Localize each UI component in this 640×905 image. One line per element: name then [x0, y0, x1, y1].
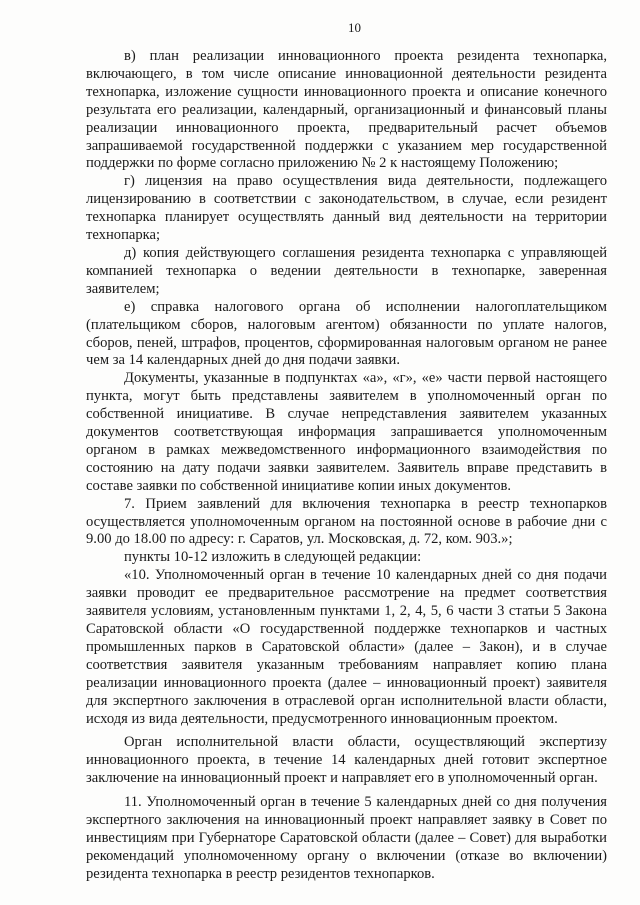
paragraph-item-v: в) план реализации инновационного проекта резидента технопарка, включающего, в том числе описание инновационной деятельности резидента технопарка, изложение сущности инновационного проекта и описание конечного результата его реализации, календарный, организационный и финансовый планы реализации инновационного проекта, предварительный расчет объемов запрашиваемой государственной поддержки с указанием мер государственной поддержки по форме согласно приложению № 2 к настоящему Положению;	[86, 48, 607, 172]
paragraph-item-d: д) копия действующего соглашения резидента технопарка с управляющей компанией технопарка о ведении деятельности в технопарке, заверенная заявителем;	[86, 244, 607, 297]
paragraph-amendment-intro: пункты 10-12 изложить в следующей редакции:	[124, 549, 422, 566]
paragraph-expertise: Орган исполнительной власти области, осуществляющий экспертизу инновационного проекта, в течение 14 календарных дней готовит экспертное заключение на инновационный проект и направляет его в уполномоченный орган.	[86, 734, 607, 787]
paragraph-item-e: е) справка налогового органа об исполнении налогоплательщиком (плательщиком сборов, налоговым агентом) обязанности по уплате налогов, сборов, пеней, штрафов, процентов, сформированная налоговым органом не ранее чем за 14 календарных дней до дня подачи заявки.	[86, 298, 607, 369]
paragraph-documents-note: Документы, указанные в подпунктах «а», «г», «е» части первой настоящего пункта, могут быть представлены заявителем в уполномоченный орган по собственной инициативе. В случае непредставления заявителем указанных документов соответствующая информация запрашивается уполномоченным органом в рамках межведомственного информационного взаимодействия по состоянию на дату подачи заявки заявителем. Заявитель вправе представить в составе заявки по собственной инициативе копии иных документов.	[86, 370, 607, 494]
paragraph-item-g: г) лицензия на право осуществления вида деятельности, подлежащего лицензированию в соответствии с законодательством, в случае, если резидент технопарка планирует осуществлять данный вид деятельности на территории технопарка;	[86, 173, 607, 244]
paragraph-point-7: 7. Прием заявлений для включения технопарка в реестр технопарков осуществляется уполномоченным органом на постоянной основе в рабочие дни с 9.00 до 18.00 по адресу: г. Саратов, ул. Московская, д. 72, ком. 903.»;	[86, 495, 607, 548]
paragraph-point-10: «10. Уполномоченный орган в течение 10 календарных дней со дня подачи заявки проводит ее предварительное рассмотрение на предмет соответствия заявителя условиям, установленным пунктами 1, 2, 4, 5, 6 части 3 статьи 5 Закона Саратовской области «О государственной поддержке технопарков и частных промышленных парков в Саратовской области» (далее – Закон), и в случае соответствия заявителя указанным требованиям направляет копию плана реализации инновационного проекта (далее – инновационный проект) заявителя для экспертного заключения в отраслевой орган исполнительной власти области, исходя из вида деятельности, предусмотренного инновационным проектом.	[86, 567, 607, 727]
page-number: 10	[348, 20, 361, 35]
paragraph-point-11: 11. Уполномоченный орган в течение 5 календарных дней со дня получения экспертного заключения на инновационный проект направляет заявку в Совет по инвестициям при Губернаторе Саратовской области (далее – Совет) для выработки рекомендаций уполномоченному органу о включении (отказе во включении) резидента технопарка в реестр резидентов технопарков.	[86, 794, 607, 882]
document-body	[86, 48, 607, 884]
